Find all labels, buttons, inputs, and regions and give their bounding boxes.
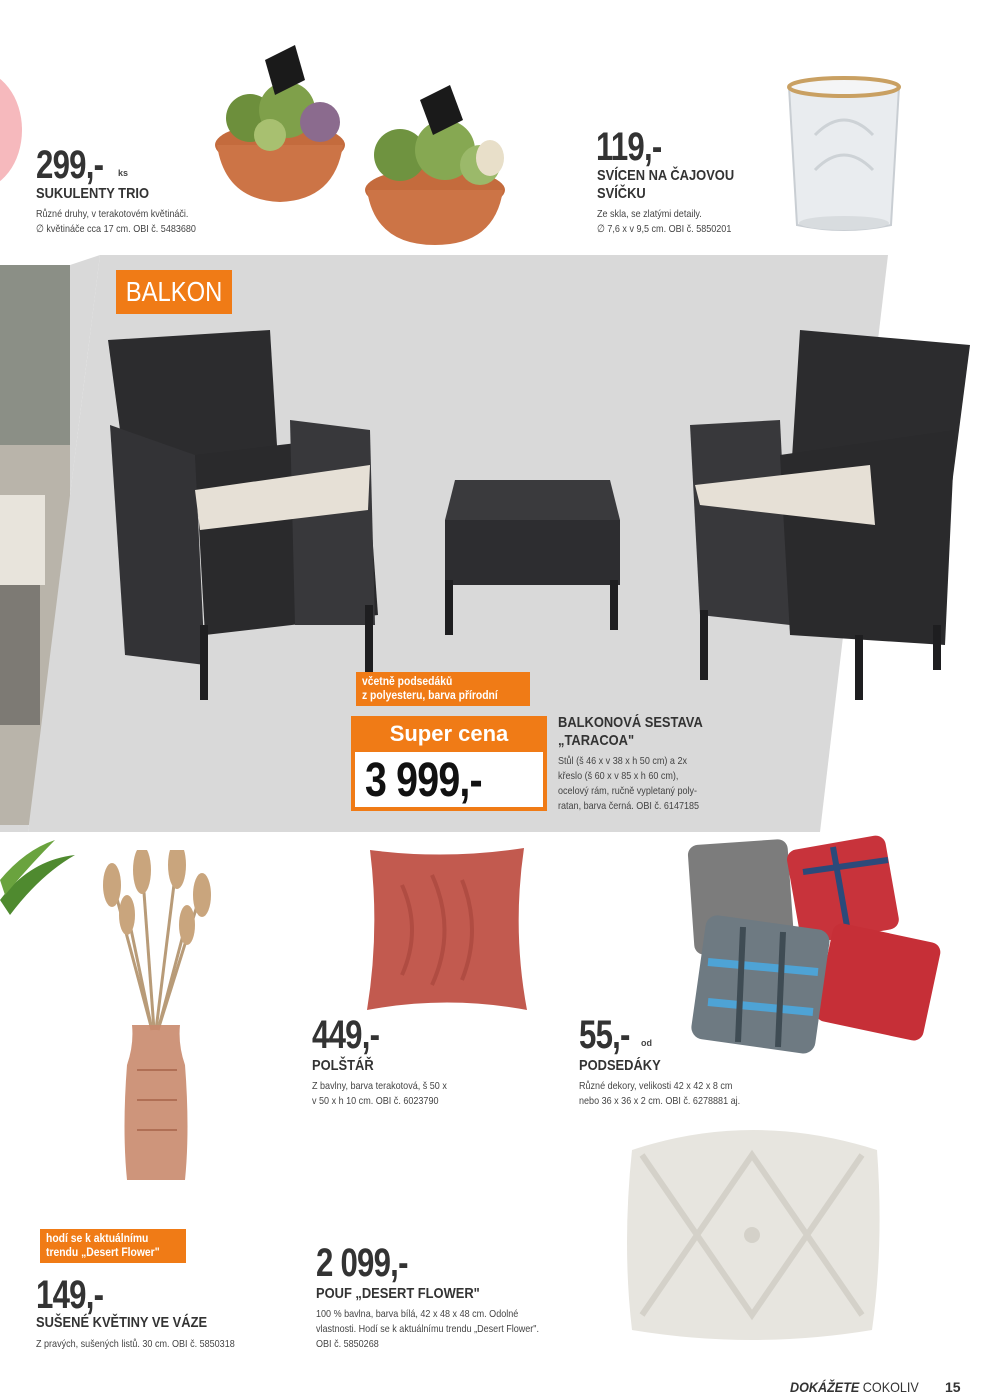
pouf-desc-3: OBI č. 5850268 xyxy=(316,1338,379,1350)
balcony-set-price: 3 999,- xyxy=(365,754,482,807)
cushions-desc-2: nebo 36 x 36 x 2 cm. OBI č. 6278881 aj. xyxy=(579,1095,741,1107)
dried-flowers-image xyxy=(92,850,222,1190)
succulents-desc-1: Různé druhy, v terakotovém květináči. xyxy=(36,208,189,220)
balcony-desc-1: Stůl (š 46 x v 38 x h 50 cm) a 2x xyxy=(558,755,687,767)
pouf-desc-1: 100 % bavlna, barva bílá, 42 x 48 x 48 cm. Odolné xyxy=(316,1308,519,1320)
palm-leaf-decor xyxy=(0,840,80,930)
balcony-title-2: „TARACOA" xyxy=(558,732,635,749)
candle-title-2: SVÍČKU xyxy=(597,185,646,202)
page-number: 15 xyxy=(945,1379,961,1395)
glass-candle-holder-image xyxy=(785,75,903,235)
succulent-pots-image xyxy=(195,40,525,250)
super-price-box xyxy=(351,716,547,811)
super-price-inner xyxy=(355,752,543,807)
succulents-desc-2: ∅ květináče cca 17 cm. OBI č. 5483680 xyxy=(36,223,196,235)
pillow-price: 449,- xyxy=(312,1013,380,1057)
candle-title-1: SVÍCEN NA ČAJOVOU xyxy=(597,167,735,184)
pink-decor-circle xyxy=(0,70,22,190)
succulents-price: 299,- xyxy=(36,143,104,187)
balcony-desc-2: křeslo (š 60 x v 85 x h 60 cm), xyxy=(558,770,679,782)
dried-flowers-desc: Z pravých, sušených listů. 30 cm. OBI č. 5850318 xyxy=(36,1338,235,1350)
balcony-title-1: BALKONOVÁ SESTAVA xyxy=(558,714,703,731)
pouf-price: 2 099,- xyxy=(316,1241,408,1285)
footer-slogan: DOKÁŽETE COKOLIV xyxy=(790,1379,919,1395)
pouf-title: POUF „DESERT FLOWER" xyxy=(316,1285,480,1302)
candle-price: 119,- xyxy=(596,125,662,169)
rattan-set-image xyxy=(100,325,980,705)
cushions-image xyxy=(683,832,945,1067)
pouf-image xyxy=(622,1115,884,1345)
balcony-section-label: BALKON xyxy=(116,270,232,314)
dried-flowers-price: 149,- xyxy=(36,1273,104,1317)
balcony-desc-4: ratan, barva černá. OBI č. 6147185 xyxy=(558,800,700,812)
cushions-title: PODSEDÁKY xyxy=(579,1057,661,1074)
dried-flowers-title: SUŠENÉ KVĚTINY VE VÁZE xyxy=(36,1314,208,1331)
balcony-set-badge: včetně podsedáků z polyesteru, barva přírodní xyxy=(356,672,530,706)
pillow-desc-2: v 50 x h 10 cm. OBI č. 6023790 xyxy=(312,1095,439,1107)
succulents-title: SUKULENTY TRIO xyxy=(36,185,150,202)
cushions-desc-1: Různé dekory, velikosti 42 x 42 x 8 cm xyxy=(579,1080,733,1092)
pillow-title: POLŠTÁŘ xyxy=(312,1057,374,1074)
cushions-unit: od xyxy=(641,1038,652,1048)
balcony-desc-3: ocelový rám, ručně vypletaný poly- xyxy=(558,785,698,797)
pouf-desc-2: vlastnosti. Hodí se k aktuálnímu trendu „Desert Flower". xyxy=(316,1323,540,1335)
cushions-price: 55,- xyxy=(579,1013,630,1057)
succulents-unit: ks xyxy=(118,168,129,178)
pillow-desc-1: Z bavlny, barva terakotová, š 50 x xyxy=(312,1080,447,1092)
super-price-label: Super cena xyxy=(389,721,509,746)
candle-desc-1: Ze skla, se zlatými detaily. xyxy=(597,208,702,220)
pillow-image xyxy=(362,845,532,1015)
candle-desc-2: ∅ 7,6 x v 9,5 cm. OBI č. 5850201 xyxy=(597,223,732,235)
dried-flowers-badge: hodí se k aktuálnímu trendu „Desert Flower" xyxy=(40,1229,186,1263)
